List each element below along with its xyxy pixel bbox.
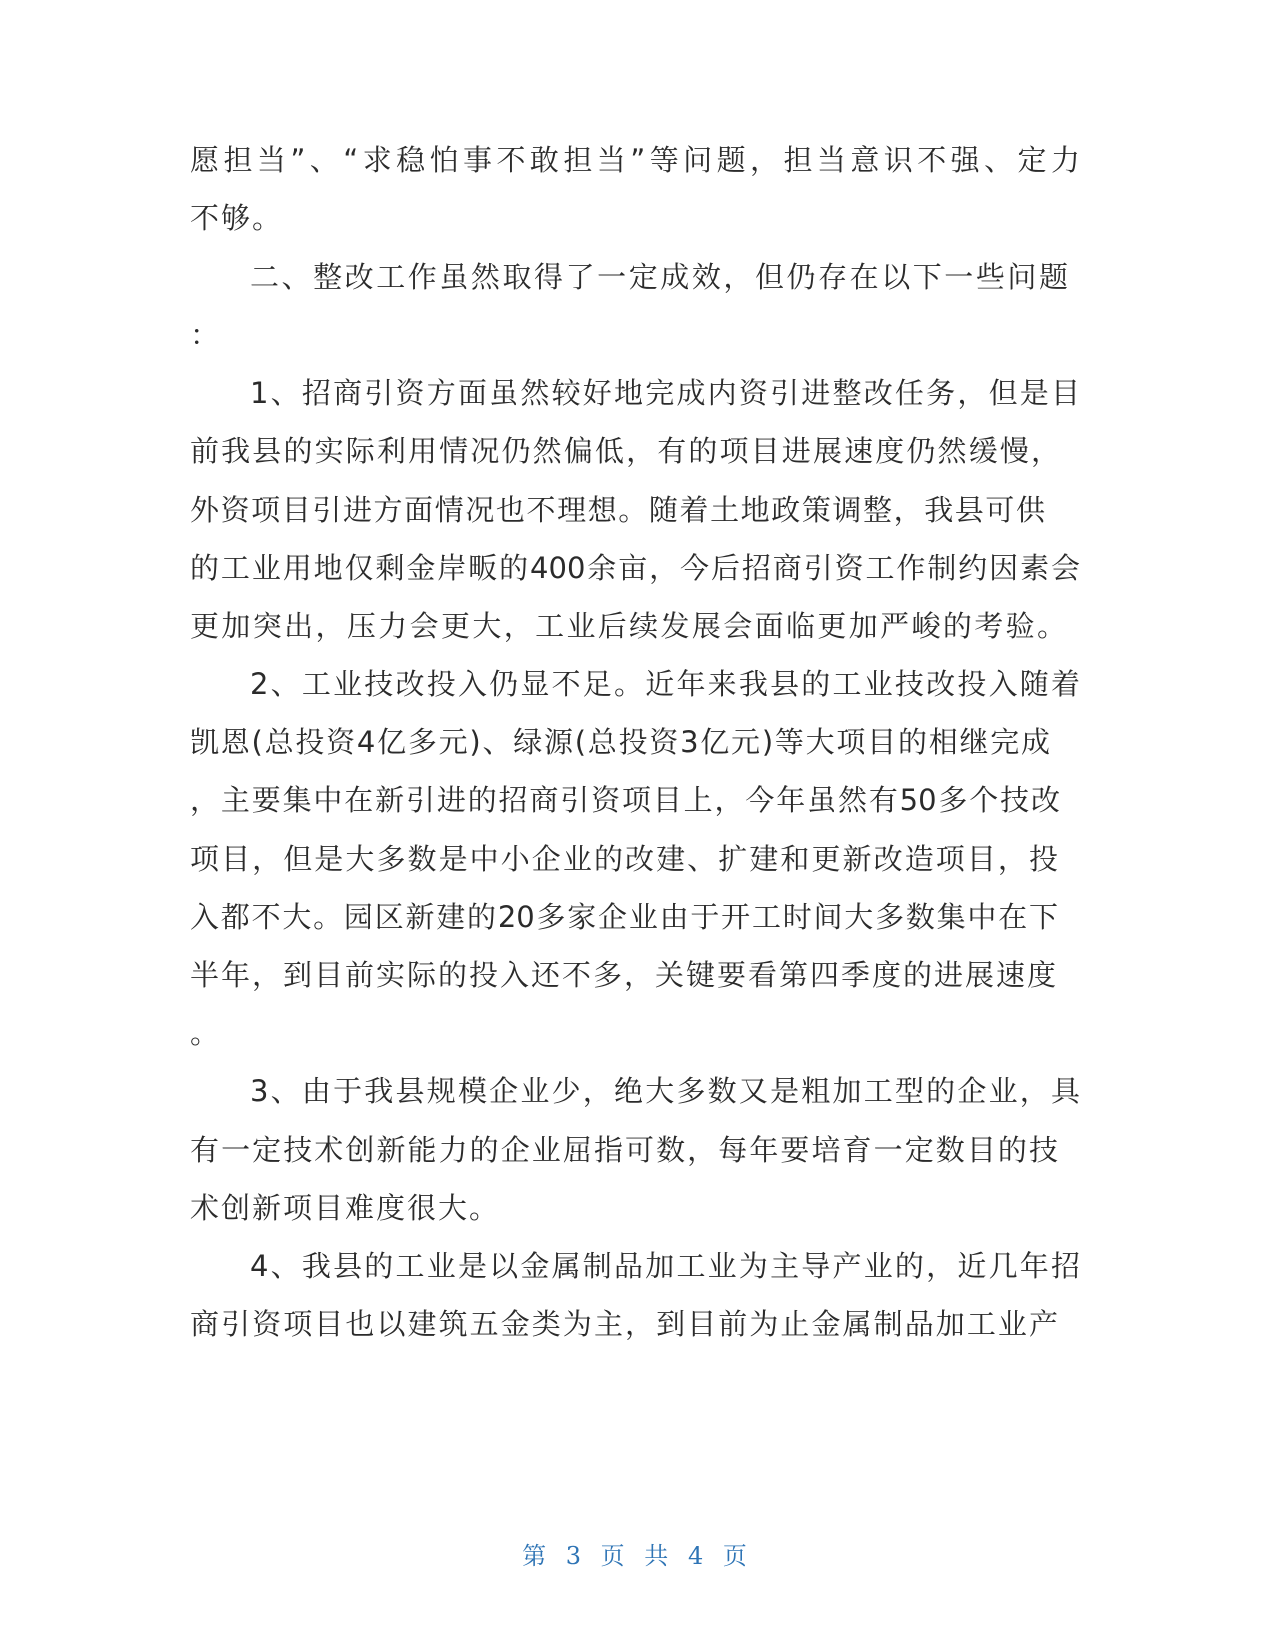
text-line: 前我县的实际利用情况仍然偏低，有的项目进展速度仍然缓慢， — [190, 434, 1060, 468]
text-line: 有一定技术创新能力的企业屈指可数，每年要培育一定数目的技 — [190, 1133, 1058, 1167]
text-line: 不够。 — [190, 201, 284, 235]
text-line: 3、由于我县规模企业少，绝大多数又是粗加工型的企业，具 — [250, 1074, 1080, 1108]
text-line: 更加突出，压力会更大，工业后续发展会面临更加严峻的考验。 — [190, 609, 1066, 643]
text-line: 2、工业技改投入仍显不足。近年来我县的工业技改投入随着 — [250, 667, 1080, 701]
text-line: 凯恩(总投资4亿多元)、绿源(总投资3亿元)等大项目的相继完成 — [190, 725, 1050, 759]
text-line: 。 — [190, 1016, 222, 1050]
text-line: 外资项目引进方面情况也不理想。随着土地政策调整，我县可供 — [190, 493, 1045, 527]
text-line: 的工业用地仅剩金岸畈的400余亩，今后招商引资工作制约因素会 — [190, 551, 1080, 585]
text-line: 项目，但是大多数是中小企业的改建、扩建和更新改造项目，投 — [190, 842, 1058, 876]
text-line: 愿担当”、“求稳怕事不敢担当”等问题，担当意识不强、定力 — [190, 143, 1080, 177]
text-line: 1、招商引资方面虽然较好地完成内资引进整改任务，但是目 — [250, 376, 1080, 410]
text-line: ： — [190, 318, 222, 352]
page-number-footer: 第 3 页 共 4 页 — [522, 1542, 753, 1570]
text-line: 二、整改工作虽然取得了一定成效，但仍存在以下一些问题 — [250, 260, 1068, 294]
text-line: 术创新项目难度很大。 — [190, 1191, 501, 1225]
text-line: 入都不大。园区新建的20多家企业由于开工时间大多数集中在下 — [190, 900, 1058, 934]
text-line: ，主要集中在新引进的招商引资项目上，今年虽然有50多个技改 — [190, 783, 1060, 817]
text-line: 半年，到目前实际的投入还不多，关键要看第四季度的进展速度 — [190, 958, 1056, 992]
text-line: 4、我县的工业是以金属制品加工业为主导产业的，近几年招 — [250, 1249, 1080, 1283]
text-line: 商引资项目也以建筑五金类为主，到目前为止金属制品加工业产 — [190, 1307, 1058, 1341]
